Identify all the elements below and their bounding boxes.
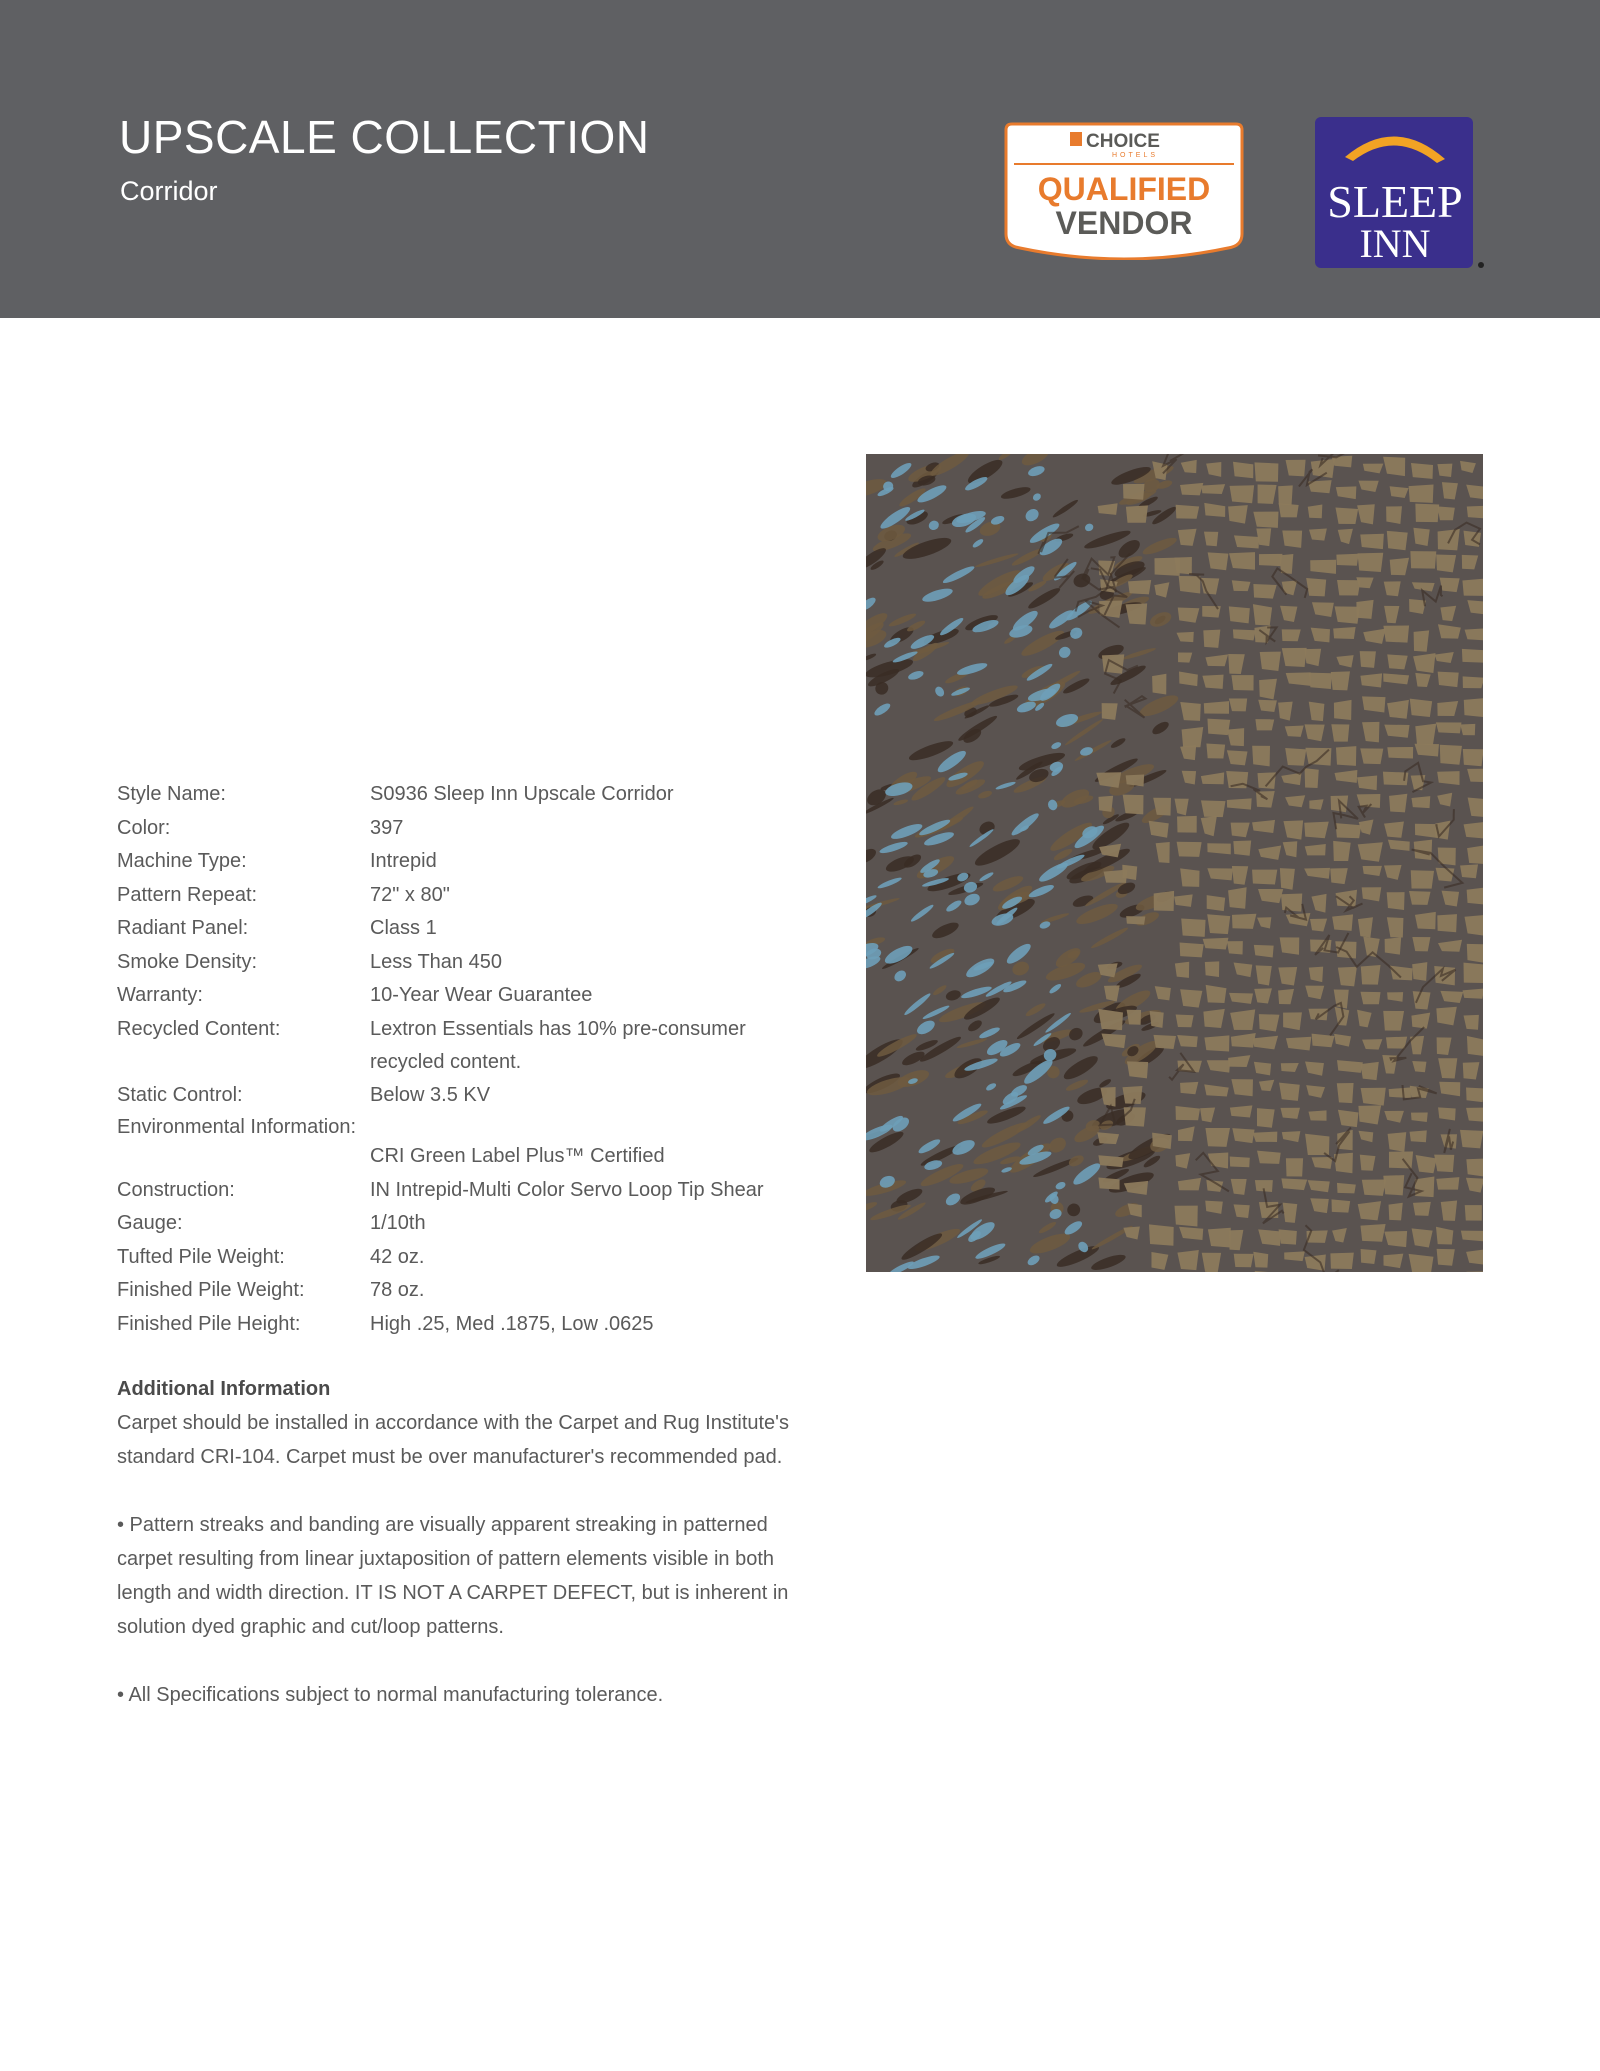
badge-line-qualified: QUALIFIED — [1037, 171, 1211, 207]
spec-value: 42 oz. — [370, 1245, 425, 1268]
spec-value: CRI Green Label Plus™ Certified — [370, 1145, 665, 1167]
spec-label: Pattern Repeat: — [117, 883, 258, 906]
spec-value: Less Than 450 — [370, 950, 502, 973]
spec-label: Construction: — [117, 1178, 235, 1201]
spec-value: 72" x 80" — [370, 883, 450, 906]
spec-label: Finished Pile Weight: — [117, 1279, 305, 1301]
spec-row — [117, 979, 817, 1013]
additional-information — [117, 1372, 817, 1746]
spec-row — [117, 778, 817, 812]
spec-label: Tufted Pile Weight: — [117, 1245, 285, 1268]
spec-row — [117, 1112, 817, 1174]
spec-row — [117, 1174, 817, 1208]
spec-label: Smoke Density: — [117, 950, 258, 973]
spec-label: Recycled Content: — [117, 1017, 281, 1040]
logo-line-inn: INN — [1359, 221, 1431, 266]
spec-value: 10-Year Wear Guarantee — [370, 984, 593, 1006]
spec-label: Environmental Information: — [117, 1116, 357, 1138]
qualified-vendor-badge — [1000, 122, 1248, 260]
spec-row — [117, 1079, 817, 1113]
badge-brand: CHOICE — [1086, 131, 1160, 152]
additional-heading: Additional Information — [117, 1378, 331, 1400]
collection-title: UPSCALE COLLECTION — [119, 111, 650, 163]
collection-subtitle: Corridor — [120, 176, 218, 206]
additional-paragraph: Carpet should be installed in accordance with the Carpet and Rug Institute's standard CRI-104. Carpet must be over manufacturer's recommended pad. — [117, 1412, 789, 1468]
spec-value: 1/10th — [370, 1212, 426, 1234]
spec-label: Machine Type: — [117, 850, 247, 872]
spec-value: High .25, Med .1875, Low .0625 — [370, 1312, 654, 1335]
spec-row — [117, 912, 817, 946]
logo-line-sleep: SLEEP — [1327, 176, 1463, 227]
spec-value: Below 3.5 KV — [370, 1083, 491, 1106]
additional-paragraph: • All Specifications subject to normal manufacturing tolerance. — [117, 1684, 664, 1706]
spec-list — [117, 778, 817, 1341]
spec-value: S0936 Sleep Inn Upscale Corridor — [370, 783, 674, 805]
spec-value: 78 oz. — [370, 1279, 425, 1301]
spec-row — [117, 1207, 817, 1241]
spec-row — [117, 879, 817, 913]
sleep-inn-logo — [1315, 117, 1487, 272]
spec-label: Color: — [117, 816, 171, 839]
spec-label: Gauge: — [117, 1212, 183, 1234]
spec-value: 397 — [370, 816, 404, 839]
spec-row — [117, 1241, 817, 1275]
spec-label: Static Control: — [117, 1083, 243, 1106]
spec-row — [117, 845, 817, 879]
spec-label: Finished Pile Height: — [117, 1312, 301, 1335]
spec-row — [117, 1308, 817, 1342]
spec-row — [117, 946, 817, 980]
spec-label: Style Name: — [117, 783, 226, 805]
spec-label: Radiant Panel: — [117, 917, 249, 939]
spec-value: Intrepid — [370, 850, 437, 872]
choice-mark-icon — [1070, 132, 1082, 146]
carpet-pattern-image — [866, 454, 1483, 1272]
badge-brand-sub: HOTELS — [1112, 152, 1159, 159]
spec-value: IN Intrepid-Multi Color Servo Loop Tip Shear — [370, 1178, 764, 1201]
additional-paragraph: • Pattern streaks and banding are visually apparent streaking in patterned carpet resulting from linear juxtaposition of pattern elements visible in both length and width direction. IT IS NOT A CARPET DEFECT, but is inherent in solution dyed graphic and cut/loop patterns. — [117, 1514, 789, 1638]
spec-row — [117, 1013, 817, 1079]
header-banner — [0, 0, 1600, 318]
spec-value: Lextron Essentials has 10% pre-consumer recycled content. — [370, 1017, 746, 1073]
spec-row — [117, 1274, 817, 1308]
spec-value: Class 1 — [370, 917, 437, 939]
badge-line-vendor: VENDOR — [1055, 205, 1193, 241]
spec-row — [117, 812, 817, 846]
spec-label: Warranty: — [117, 984, 203, 1006]
